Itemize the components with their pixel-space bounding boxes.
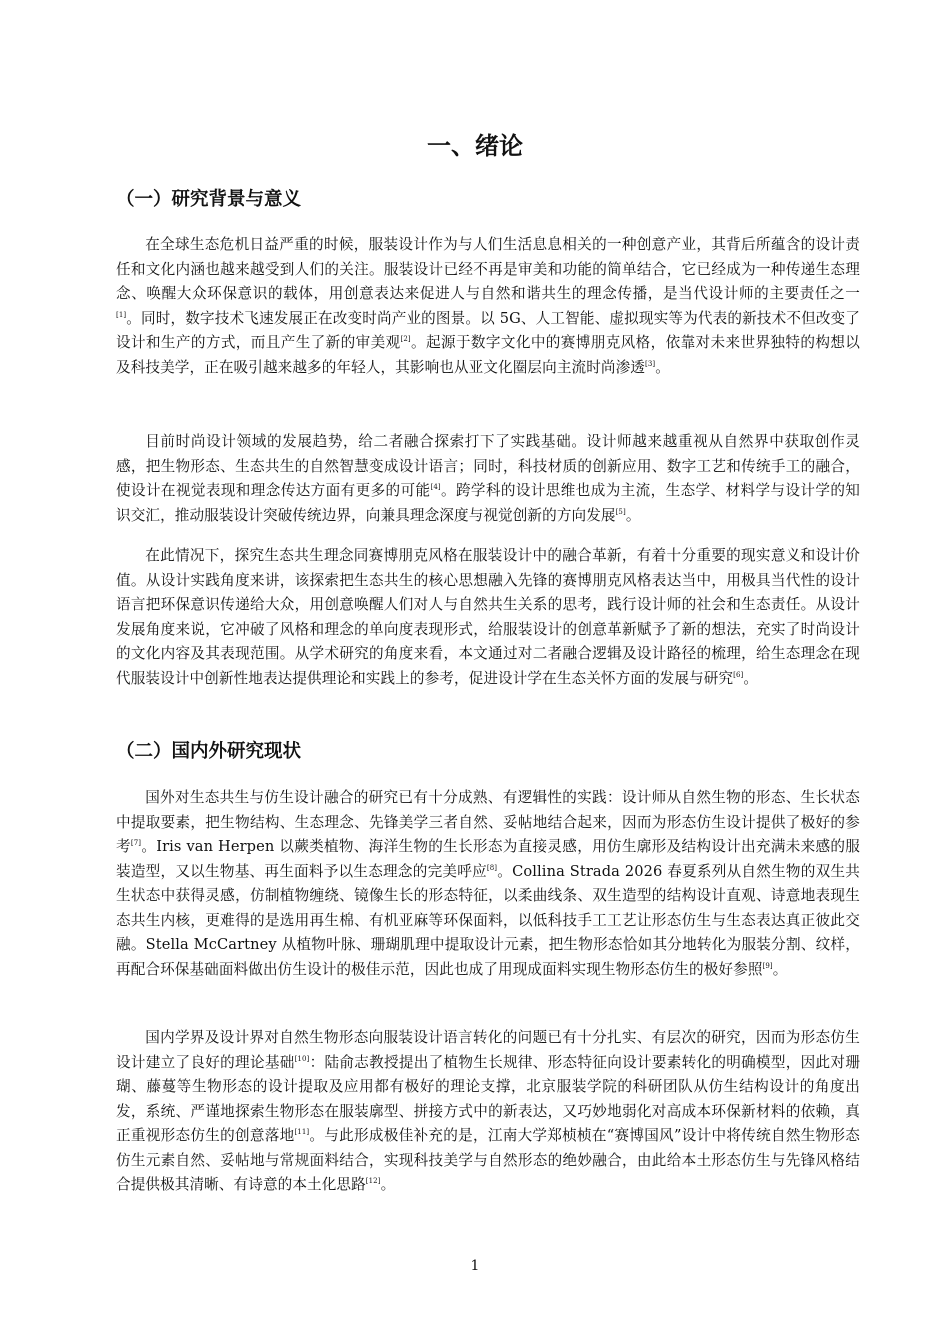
citation-ref: [6]: [733, 670, 744, 679]
citation-ref: [2]: [400, 335, 411, 343]
paragraph-text: 。: [380, 1176, 396, 1193]
paragraph-text: 。: [625, 506, 641, 524]
paragraph-text: 。Iris van Herpen 以蕨类植物、海洋生物的生长形态为直接灵感，用仿生廓形及结构设计出充满未来感的服装造型，又以生物基、再生面料予以生态理念的完美呼应: [116, 838, 860, 880]
citation-ref: [11]: [294, 1128, 310, 1136]
page-number: 1: [470, 1258, 480, 1274]
chapter-title: 一、绪论: [427, 132, 523, 160]
paragraph-text: 。: [743, 669, 759, 687]
paragraph-text: 在此情况下，探究生态共生理念同赛博朋克风格在服装设计中的融合革新，有着十分重要的现实意义和设计价值。从设计实践角度来讲，该探索把生态共生的核心思想融入先锋的赛博朋克风格表达当中，用极具当代性的设计语言把环保意识传递给大众，用创意唤醒人们对人与自然共生关系的思考，践行设计师的社会和生态责任。从设计发展角度来说，它冲破了风格和理念的单向度表现形式，给服装设计的创意革新赋予了新的想法，充实了时尚设计的文化内容及其表现范围。从学术研究的角度来看，本文通过对二者融合逻辑及设计路径的梳理，给生态理念在现代服装设计中创新性地表达提供理论和实践上的参考，促进设计学在生态关怀方面的发展与研究: [116, 547, 860, 687]
citation-ref: [5]: [615, 507, 626, 516]
citation-ref: [8]: [486, 863, 498, 872]
paragraph: [116, 430, 860, 528]
paragraph: [116, 544, 860, 691]
paragraph-text: 。跨学科的设计思维也成为主流，生态学、材料学与设计学的知识交汇，推动服装设计突破传统边界，向兼具理念深度与视觉创新的方向发展: [116, 482, 860, 524]
paragraph-text: 国内学界及设计界对自然生物形态向服装设计语言转化的问题已有十分扎实、有层次的研究，因而为形态仿生设计建立了良好的理论基础: [116, 1029, 860, 1071]
citation-ref: [3]: [644, 359, 656, 368]
citation-ref: [4]: [430, 483, 441, 491]
citation-ref: [10]: [294, 1054, 310, 1063]
paragraph: [116, 233, 860, 380]
citation-ref: [7]: [130, 839, 142, 847]
paragraph-text: 目前时尚设计领域的发展趋势，给二者融合探索打下了实践基础。设计师越来越重视从自然界中获取创作灵感，把生物形态、生态共生的自然智慧变成设计语言；同时，科技材质的创新应用、数字工艺和传统手工的融合，使设计在视觉表现和理念传达方面有更多的可能: [116, 433, 860, 499]
section-title-research-status: （二）国内外研究现状: [116, 741, 302, 762]
paragraph-text: 在全球生态危机日益严重的时候，服装设计作为与人们生活息息相关的一种创意产业，其背后所蕴含的设计责任和文化内涵也越来越受到人们的关注。服装设计已经不再是审美和功能的简单结合，它已经成为一种传递生态理念、唤醒大众环保意识的载体，用创意表达来促进人与自然和谐共生的理念传播，是当代设计师的主要责任之一: [116, 236, 860, 302]
paragraph-text: 。: [655, 358, 670, 376]
paragraph-text: 。起源于数字文化中的赛博朋克风格，依靠对未来世界独特的构想以及科技美学，正在吸引越来越多的年轻人，其影响也从亚文化圈层向主流时尚渗透: [116, 334, 860, 376]
paragraph-text: 。: [772, 960, 788, 978]
citation-ref: [12]: [365, 1177, 381, 1185]
section-title-background: （一）研究背景与意义: [116, 189, 302, 210]
paragraph-text: 。Collina Strada 2026 春夏系列从自然生物的双生共生状态中获得灵感，仿制植物缠绕、镜像生长的形态特征，以柔曲线条、双生造型的结构设计直观、诗意地表现生态共生内核，更难得的是选用再生棉、有机亚麻等环保面料，以低科技手工工艺让形态仿生与生态表达真正彼此交融。Stella McCartney 从植物叶脉、珊瑚肌理中提取设计元素，把生物形态恰如其分地转化为服装分割、纹样，再配合环保基础面料做出仿生设计的极佳示范，因此也成了用现成面料实现生物形态仿生的极好参照: [116, 862, 860, 978]
paragraph-text: ：陆俞志教授提出了植物生长规律、形态特征向设计要素转化的明确模型，因此对珊瑚、藤蔓等生物形态的设计提取及应用都有极好的理论支撑，北京服装学院的科研团队从仿生结构设计的角度出发，系统、严谨地探索生物形态在服装廓型、拼接方式中的新表达，又巧妙地弱化对高成本环保新材料的依赖，真正重视形态仿生的创意落地: [116, 1053, 861, 1144]
paragraph-text: 。与此形成极佳补充的是，江南大学郑桢桢在“赛博国风”设计中将传统自然生物形态仿生元素自然、妥帖地与常规面料结合，实现科技美学与自然形态的绝妙融合，由此给本土形态仿生与先锋风格结合提供极其清晰、有诗意的本土化思路: [116, 1127, 860, 1193]
paragraph-text: 。同时，数字技术飞速发展正在改变时尚产业的图景。以 5G、人工智能、虚拟现实等为代表的新技术不但改变了设计和生产的方式，而且产生了新的审美观: [116, 309, 860, 351]
paragraph: [116, 1026, 860, 1198]
citation-ref: [9]: [762, 961, 773, 970]
citation-ref: [1]: [116, 310, 127, 319]
paragraph-text: 国外对生态共生与仿生设计融合的研究已有十分成熟、有逻辑性的实践：设计师从自然生物的形态、生长状态中提取要素，把生物结构、生态理念、先锋美学三者自然、妥帖地结合起来，因而为形态仿生设计提供了极好的参考: [116, 789, 860, 855]
paragraph: [116, 786, 860, 982]
